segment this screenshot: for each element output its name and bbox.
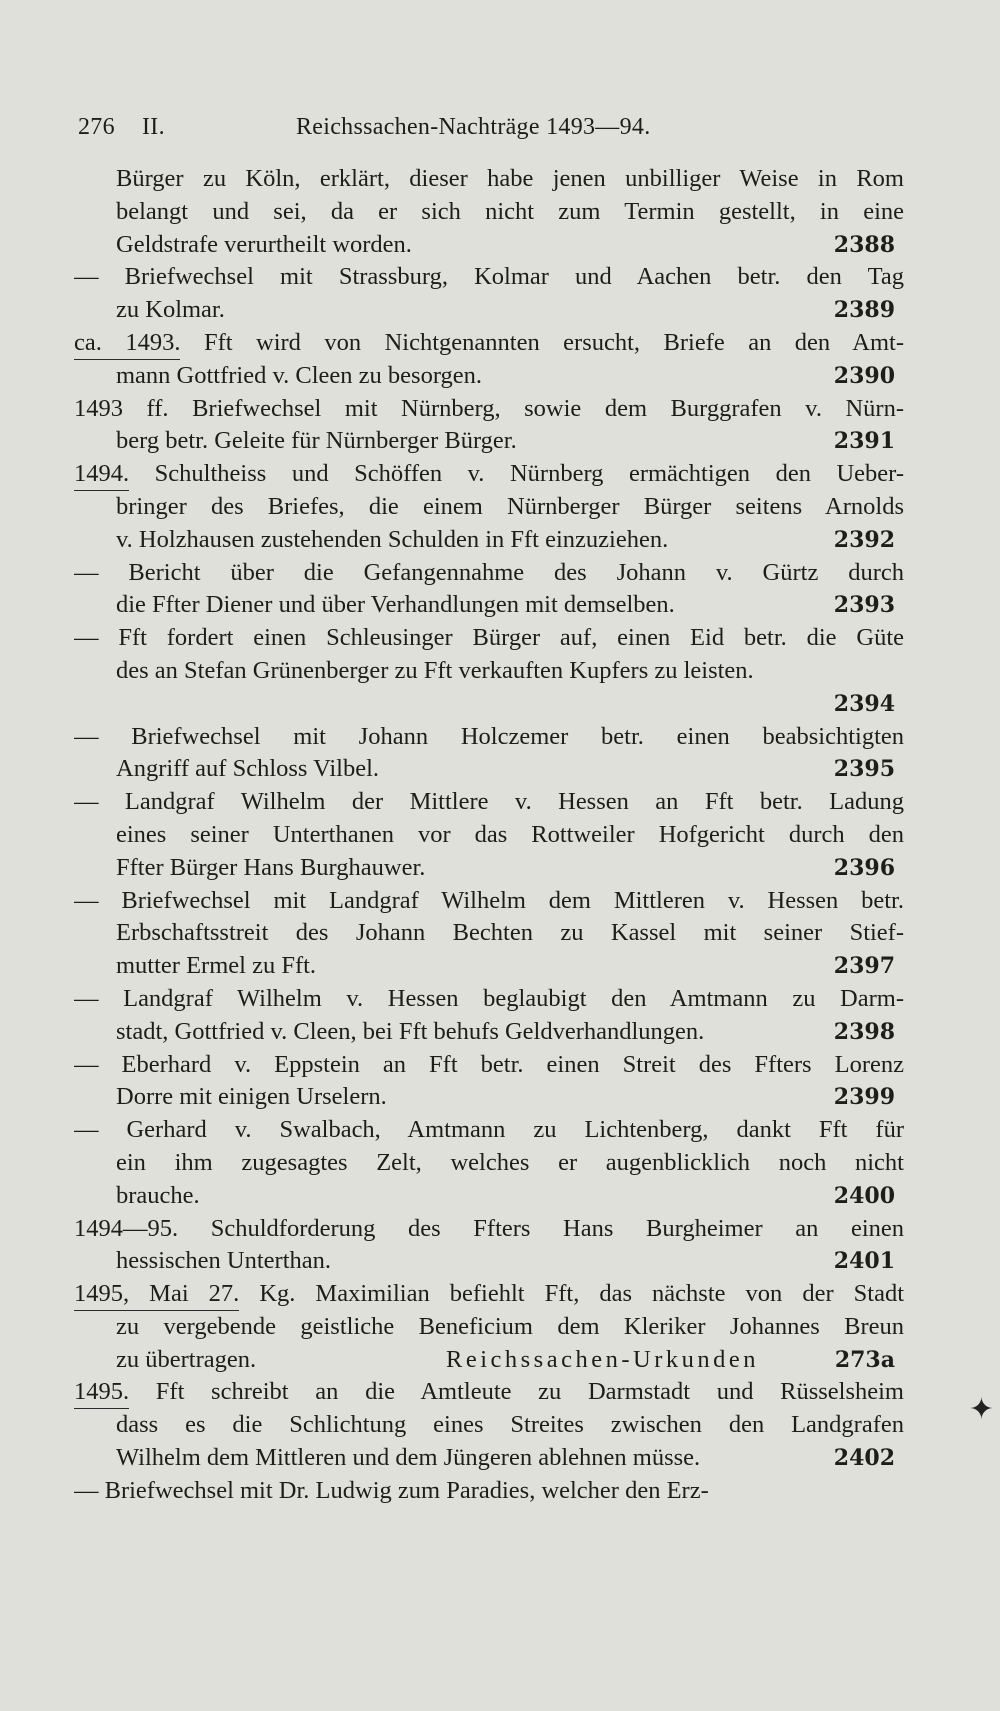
- running-title: Reichssachen-Nachträge 1493—94.: [296, 114, 651, 140]
- line-text: [116, 524, 760, 557]
- line-text: [74, 1376, 904, 1409]
- entry-date: 1493 ff.: [74, 394, 169, 422]
- line-text: [116, 196, 904, 229]
- entry-text: belangt und sei, da er sich nicht zum Termin gestellt, in eine: [116, 197, 904, 225]
- text-line: [0, 1016, 1000, 1049]
- line-text: [116, 294, 760, 327]
- entry-text: — Briefwechsel mit Dr. Ludwig zum Paradies, welcher den Erz-: [74, 1476, 709, 1504]
- entry-text: brauche.: [116, 1181, 200, 1209]
- line-text: [74, 557, 904, 590]
- entry-text: die Ffter Diener und über Verhandlungen mit demselben.: [116, 591, 675, 619]
- text-line: [0, 1475, 1000, 1508]
- entry-number: 2399: [833, 1084, 895, 1111]
- entry-number: 2390: [833, 362, 895, 389]
- entry-text: Bürger zu Köln, erklärt, dieser habe jenen unbilliger Weise in Rom: [116, 165, 904, 192]
- entry-number: 2398: [833, 1018, 895, 1045]
- line-text: [116, 1245, 760, 1278]
- entry-text: des an Stefan Grünenberger zu Fft verkauften Kupfers zu leisten.: [116, 656, 754, 684]
- text-line: [0, 885, 1000, 918]
- line-text: [116, 917, 904, 950]
- line-text: [116, 1016, 760, 1049]
- entry-text: zu Kolmar.: [116, 296, 225, 324]
- entry-number: 2393: [833, 592, 895, 619]
- text-line: [0, 327, 1000, 360]
- text-line: [0, 491, 1000, 524]
- text-line: [0, 1049, 1000, 1082]
- line-text: [74, 721, 904, 754]
- line-text: [74, 983, 904, 1016]
- line-text: [74, 458, 904, 491]
- entry-text: hessischen Unterthan.: [116, 1247, 331, 1275]
- text-line: [0, 163, 1000, 196]
- entry-text: — Fft fordert einen Schleusinger Bürger auf, einen Eid betr. die Güte: [74, 624, 904, 652]
- entry-date: 1494.: [74, 460, 130, 488]
- text-line: [0, 589, 1000, 622]
- entry-text: Schultheiss und Schöffen v. Nürnberg ermächtigen den Ueber-: [154, 460, 904, 488]
- entry-text: Geldstrafe verurtheilt worden.: [116, 230, 412, 258]
- text-line: [0, 458, 1000, 491]
- entry-number: 2391: [833, 428, 895, 455]
- entry-text: mutter Ermel zu Fft.: [116, 952, 317, 980]
- text-line: [0, 294, 1000, 327]
- entry-date: ca. 1493.: [74, 328, 181, 356]
- entry-date: 1495.: [74, 1378, 130, 1406]
- text-line: [0, 983, 1000, 1016]
- entry-text: dass es die Schlichtung eines Streites zwischen den Landgrafen: [116, 1411, 904, 1439]
- entry-number: 273a: [834, 1346, 895, 1373]
- text-line: [0, 1081, 1000, 1114]
- text-line: [0, 950, 1000, 983]
- entry-text: — Briefwechsel mit Landgraf Wilhelm dem Mittleren v. Hessen betr.: [74, 886, 904, 914]
- entry-text: Fft schreibt an die Amtleute zu Darmstadt und Rüsselsheim: [155, 1378, 904, 1406]
- entry-number: 2402: [833, 1445, 895, 1472]
- line-text: [116, 1180, 760, 1213]
- line-text: [116, 163, 904, 196]
- entry-text: Erbschaftsstreit des Johann Bechten zu Kassel mit seiner Stief-: [116, 919, 904, 947]
- text-line: [0, 1311, 1000, 1344]
- entry-number: 2388: [833, 231, 895, 258]
- text-line: [0, 261, 1000, 294]
- entry-text: zu vergebende geistliche Beneficium dem Kleriker Johannes Breun: [116, 1312, 904, 1340]
- entry-text: eines seiner Unterthanen vor das Rottweiler Hofgericht durch den: [116, 820, 904, 848]
- line-text: [116, 753, 760, 786]
- entry-text: Wilhelm dem Mittleren und dem Jüngeren ablehnen müsse.: [116, 1444, 701, 1472]
- line-text: [116, 229, 760, 262]
- source-reference: Reichssachen-Urkunden: [446, 1345, 759, 1373]
- line-text: [116, 950, 760, 983]
- entry-number: 2400: [833, 1182, 895, 1209]
- line-text: [116, 655, 904, 688]
- entry-number: 2395: [833, 756, 895, 783]
- ink-blot: ✦: [968, 1393, 994, 1426]
- entry-text: Briefwechsel mit Nürnberg, sowie dem Burggrafen v. Nürn-: [192, 394, 904, 422]
- entry-text: — Briefwechsel mit Strassburg, Kolmar und Aachen betr. den Tag: [74, 263, 904, 291]
- text-line: [0, 1147, 1000, 1180]
- text-line: [0, 196, 1000, 229]
- entry-text: v. Holzhausen zustehenden Schulden in Fft einzuziehen.: [116, 525, 669, 553]
- entry-number: 2389: [833, 297, 895, 324]
- page-number: 276: [78, 114, 115, 140]
- line-text: [74, 261, 904, 294]
- line-text: [74, 393, 904, 426]
- text-line: [0, 1344, 1000, 1377]
- line-text: [74, 1475, 904, 1508]
- text-line: [0, 655, 1000, 688]
- line-text: [116, 1081, 760, 1114]
- entry-number: 2401: [833, 1248, 895, 1275]
- entry-number: 2392: [833, 526, 895, 553]
- entry-text: Kg. Maximilian befiehlt Fft, das nächste von der Stadt: [259, 1280, 904, 1308]
- text-line: [0, 524, 1000, 557]
- line-text: [116, 819, 904, 852]
- entry-text: mann Gottfried v. Cleen zu besorgen.: [116, 361, 483, 389]
- entry-date: 1495, Mai 27.: [74, 1280, 240, 1308]
- text-line: [0, 1442, 1000, 1475]
- entry-text: ein ihm zugesagtes Zelt, welches er augenblicklich noch nicht: [116, 1148, 904, 1176]
- line-text: [116, 1409, 904, 1442]
- line-text: [116, 1311, 904, 1344]
- text-line: [0, 425, 1000, 458]
- entry-text: — Landgraf Wilhelm der Mittlere v. Hessen an Fft betr. Ladung: [74, 788, 904, 816]
- part-label: II.: [142, 114, 165, 140]
- entry-text: Angriff auf Schloss Vilbel.: [116, 755, 380, 783]
- line-text: [74, 786, 904, 819]
- text-line: [0, 753, 1000, 786]
- line-text: [116, 425, 760, 458]
- line-text: [116, 491, 904, 524]
- line-text: [74, 1278, 904, 1311]
- text-line: [0, 360, 1000, 393]
- entry-text: stadt, Gottfried v. Cleen, bei Fft behufs Geldverhandlungen.: [116, 1017, 705, 1045]
- text-line: [0, 393, 1000, 426]
- text-line: [0, 1376, 1000, 1409]
- page-header: [78, 108, 908, 148]
- line-text: [74, 1213, 904, 1246]
- line-text: [116, 1147, 904, 1180]
- text-line: [0, 622, 1000, 655]
- line-text: [74, 885, 904, 918]
- entry-text: — Briefwechsel mit Johann Holczemer betr. einen beabsichtigten: [74, 722, 904, 750]
- text-line: [0, 917, 1000, 950]
- line-text: [74, 1049, 904, 1082]
- line-text: [116, 360, 760, 393]
- text-line: [0, 1245, 1000, 1278]
- line-text: [74, 622, 904, 655]
- entry-text: Fft wird von Nichtgenannten ersucht, Briefe an den Amt-: [203, 328, 904, 356]
- entry-text: — Eberhard v. Eppstein an Fft betr. einen Streit des Ffters Lorenz: [74, 1050, 904, 1078]
- text-line: [0, 786, 1000, 819]
- entry-text: bringer des Briefes, die einem Nürnberger Bürger seitens Arnolds: [116, 492, 904, 520]
- entry-text: berg betr. Geleite für Nürnberger Bürger.: [116, 427, 517, 455]
- line-text: [74, 327, 904, 360]
- entry-number: 2394: [833, 690, 895, 717]
- entry-text: — Gerhard v. Swalbach, Amtmann zu Lichtenberg, dankt Fft für: [74, 1116, 904, 1144]
- text-line: [0, 819, 1000, 852]
- entry-text: zu übertragen.: [116, 1345, 257, 1373]
- line-text: [116, 589, 760, 622]
- line-text: [74, 1114, 904, 1147]
- register-entries: [0, 163, 1000, 1508]
- text-line: [0, 229, 1000, 262]
- line-text: [116, 852, 760, 885]
- entry-number: 2396: [833, 854, 895, 881]
- entry-text: Schuldforderung des Ffters Hans Burgheimer an einen: [210, 1214, 904, 1242]
- text-line: [0, 1278, 1000, 1311]
- text-line: [0, 1213, 1000, 1246]
- entry-text: Ffter Bürger Hans Burghauwer.: [116, 853, 426, 881]
- entry-text: — Bericht über die Gefangennahme des Johann v. Gürtz durch: [74, 558, 904, 586]
- text-line: [0, 557, 1000, 590]
- line-text: [116, 1442, 760, 1475]
- entry-text: — Landgraf Wilhelm v. Hessen beglaubigt den Amtmann zu Darm-: [74, 984, 904, 1012]
- text-line: [0, 1114, 1000, 1147]
- text-line: [0, 1180, 1000, 1213]
- text-line: [0, 1409, 1000, 1442]
- entry-date: 1494—95.: [74, 1214, 179, 1242]
- entry-number: 2397: [833, 953, 895, 980]
- entry-text: Dorre mit einigen Urselern.: [116, 1083, 387, 1111]
- text-line: [0, 688, 1000, 721]
- text-line: [0, 721, 1000, 754]
- text-line: [0, 852, 1000, 885]
